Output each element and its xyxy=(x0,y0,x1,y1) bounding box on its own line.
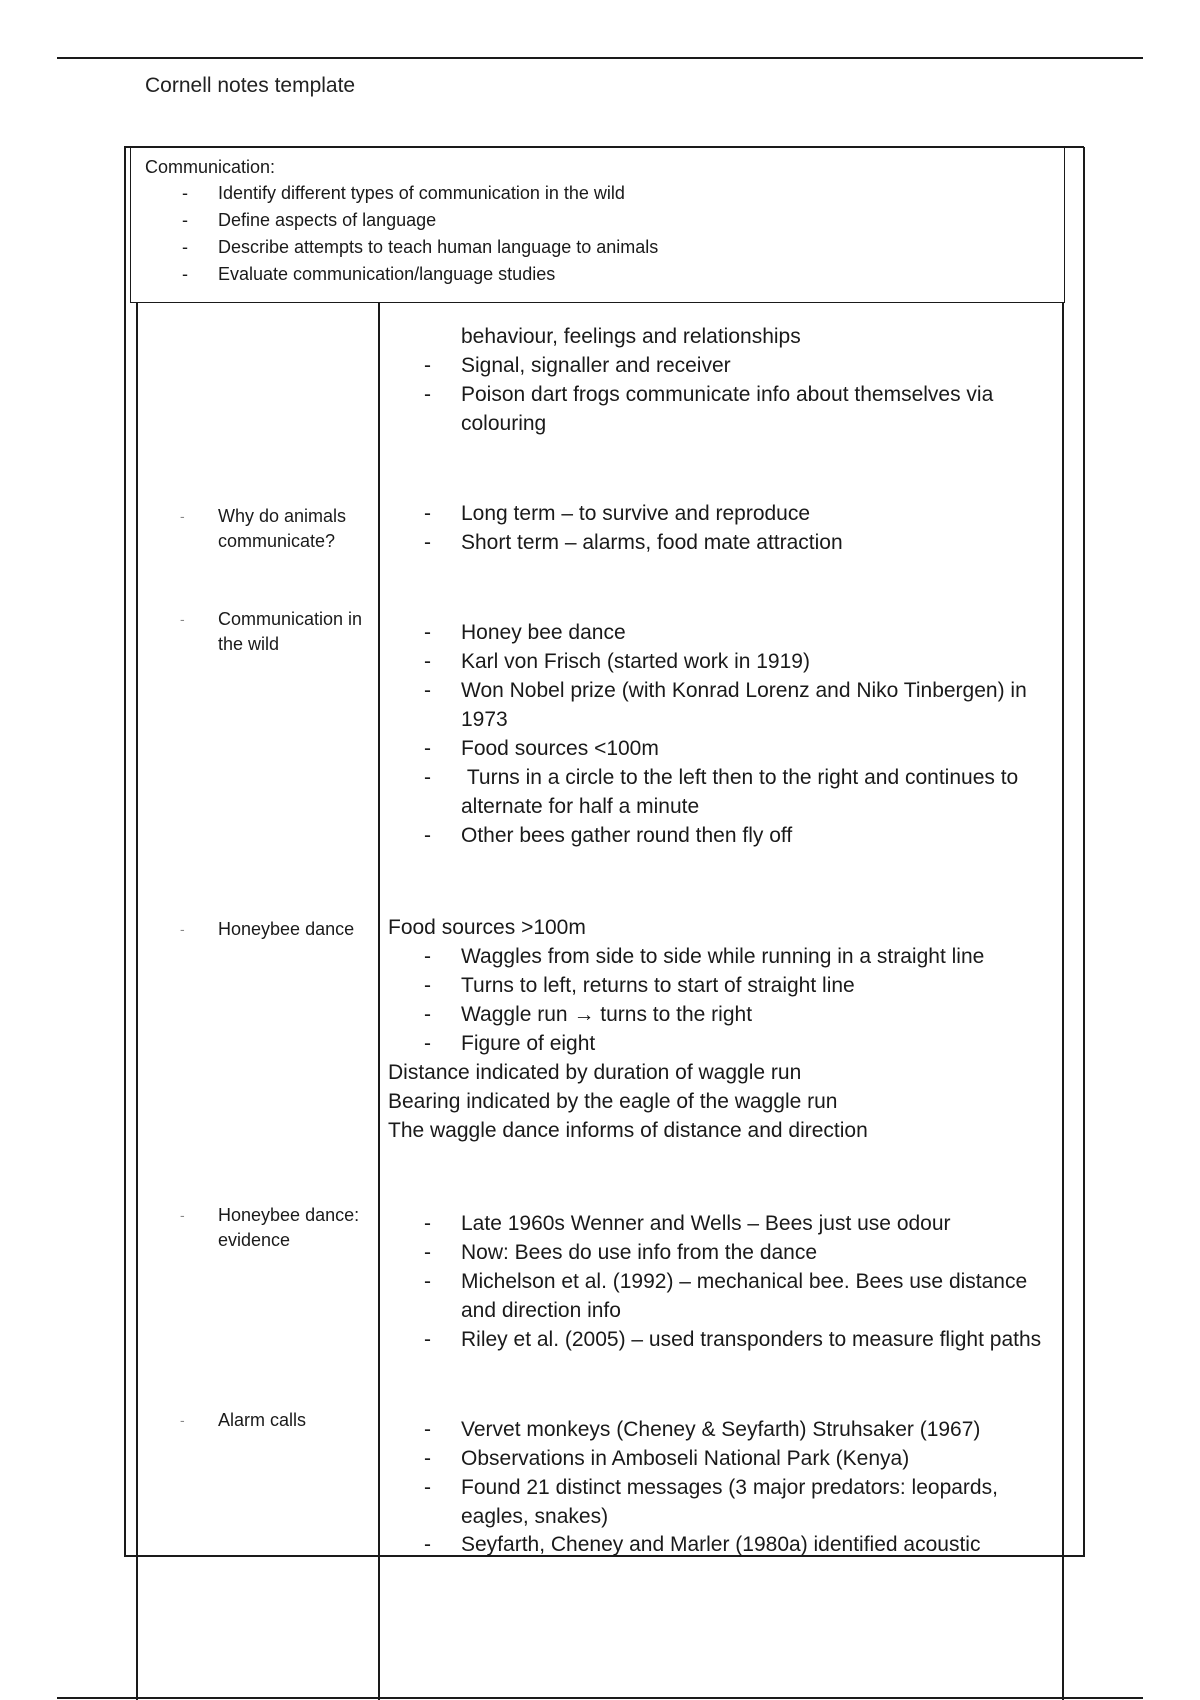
bullet-dash: - xyxy=(424,945,431,968)
note-item: - Food sources <100m xyxy=(388,734,1068,763)
cue-alarm-calls: - Alarm calls xyxy=(180,1408,365,1433)
table-left-border xyxy=(136,147,138,1700)
objective-item: - Evaluate communication/language studies xyxy=(182,264,556,284)
objectives-heading: Communication: xyxy=(145,157,276,177)
bullet-dash: - xyxy=(424,737,431,760)
bullet-dash: - xyxy=(424,621,431,644)
note-item: - Long term – to survive and reproduce xyxy=(388,499,1068,528)
bullet-dash: - xyxy=(424,383,431,406)
objectives-list xyxy=(131,183,658,291)
objectives-box xyxy=(130,147,1065,303)
bullet-dash: - xyxy=(182,237,188,257)
note-item: - Other bees gather round then fly off xyxy=(388,821,1068,850)
note-item: - Turns in a circle to the left then to the right and continues to alternate for half a minute xyxy=(388,763,1068,821)
note-item: - Observations in Amboseli National Park (Kenya) xyxy=(388,1444,1068,1473)
bullet-dash: - xyxy=(424,1447,431,1470)
table-column-divider xyxy=(378,300,380,1700)
bullet-dash: - xyxy=(180,611,185,627)
notes-why-communicate xyxy=(388,499,1068,557)
bullet-dash: - xyxy=(424,1212,431,1235)
notes-communication-in-the-wild xyxy=(388,618,1068,850)
notes-intro xyxy=(388,322,1068,438)
note-item: - Won Nobel prize (with Konrad Lorenz and Niko Tinbergen) in 1973 xyxy=(388,676,1068,734)
bullet-dash: - xyxy=(424,502,431,525)
note-item: - Waggle run → turns to the right xyxy=(388,1000,1068,1029)
note-line: Distance indicated by duration of waggle run xyxy=(388,1061,802,1084)
bullet-dash: - xyxy=(180,508,185,524)
bullet-dash: - xyxy=(424,974,431,997)
note-item: - Late 1960s Wenner and Wells – Bees just use odour xyxy=(388,1209,1068,1238)
cue-honeybee-dance: - Honeybee dance xyxy=(180,917,365,942)
note-item: - Riley et al. (2005) – used transponders to measure flight paths xyxy=(388,1325,1068,1354)
bullet-dash: - xyxy=(182,183,188,203)
top-rule xyxy=(57,57,1143,59)
note-item: behaviour, feelings and relationships xyxy=(461,325,801,348)
bullet-dash: - xyxy=(424,679,431,702)
bullet-dash: - xyxy=(424,824,431,847)
cue-honeybee-dance-evidence: - Honeybee dance: evidence xyxy=(180,1205,360,1250)
note-line: Bearing indicated by the eagle of the waggle run xyxy=(388,1090,838,1113)
bullet-dash: - xyxy=(424,531,431,554)
note-item: - Found 21 distinct messages (3 major predators: leopards, eagles, snakes) xyxy=(388,1473,1068,1531)
bullet-dash: - xyxy=(424,1533,431,1556)
bullet-dash: - xyxy=(180,1412,185,1428)
bullet-dash: - xyxy=(424,1003,431,1026)
note-item: - Waggles from side to side while running in a straight line xyxy=(388,942,1068,971)
bullet-dash: - xyxy=(180,1207,185,1223)
notes-alarm-calls xyxy=(388,1415,1068,1531)
objective-item: - Describe attempts to teach human language to animals xyxy=(182,237,659,257)
note-item: - Karl von Frisch (started work in 1919) xyxy=(388,647,1068,676)
notes-honeybee-dance-evidence xyxy=(388,1209,1068,1354)
bullet-dash: - xyxy=(182,264,188,284)
table-outer-left-border xyxy=(124,147,126,1557)
bottom-rule xyxy=(57,1697,1143,1699)
objective-item: - Define aspects of language xyxy=(182,210,437,230)
note-item: - Turns to left, returns to start of straight line xyxy=(388,971,1068,1000)
note-item: - Signal, signaller and receiver xyxy=(388,351,1068,380)
bullet-dash: - xyxy=(180,921,185,937)
bullet-dash: - xyxy=(424,1476,431,1499)
bullet-dash: - xyxy=(424,650,431,673)
bullet-dash: - xyxy=(424,1032,431,1055)
objective-item: - Identify different types of communication in the wild xyxy=(182,183,625,203)
bullet-dash: - xyxy=(424,1270,431,1293)
bullet-dash: - xyxy=(424,354,431,377)
document-title: Cornell notes template xyxy=(145,74,356,97)
note-item: - Short term – alarms, food mate attraction xyxy=(388,528,1068,557)
note-item: - Michelson et al. (1992) – mechanical bee. Bees use distance and direction info xyxy=(388,1267,1068,1325)
cue-why-communicate: - Why do animals communicate? xyxy=(180,506,347,551)
clipped-alarm-line: - Seyfarth, Cheney and Marler (1980a) identified acoustic xyxy=(388,1530,1068,1556)
table-outer-right-border xyxy=(1083,147,1085,1557)
bullet-dash: - xyxy=(424,1328,431,1351)
note-item: - Poison dart frogs communicate info about themselves via colouring xyxy=(388,380,1068,438)
notes-honeybee-dance xyxy=(388,913,1068,1145)
bullet-dash: - xyxy=(182,210,188,230)
cue-communication-in-the-wild: - Communication in the wild xyxy=(180,609,363,654)
note-item: - Vervet monkeys (Cheney & Seyfarth) Struhsaker (1967) xyxy=(388,1415,1068,1444)
bullet-dash: - xyxy=(424,766,431,789)
note-line: The waggle dance informs of distance and direction xyxy=(388,1119,868,1142)
note-item: - Now: Bees do use info from the dance xyxy=(388,1238,1068,1267)
bullet-dash: - xyxy=(424,1241,431,1264)
note-item: - Figure of eight xyxy=(388,1029,1068,1058)
note-line: Food sources >100m xyxy=(388,916,586,939)
note-item: - Honey bee dance xyxy=(388,618,1068,647)
bullet-dash: - xyxy=(424,1418,431,1441)
